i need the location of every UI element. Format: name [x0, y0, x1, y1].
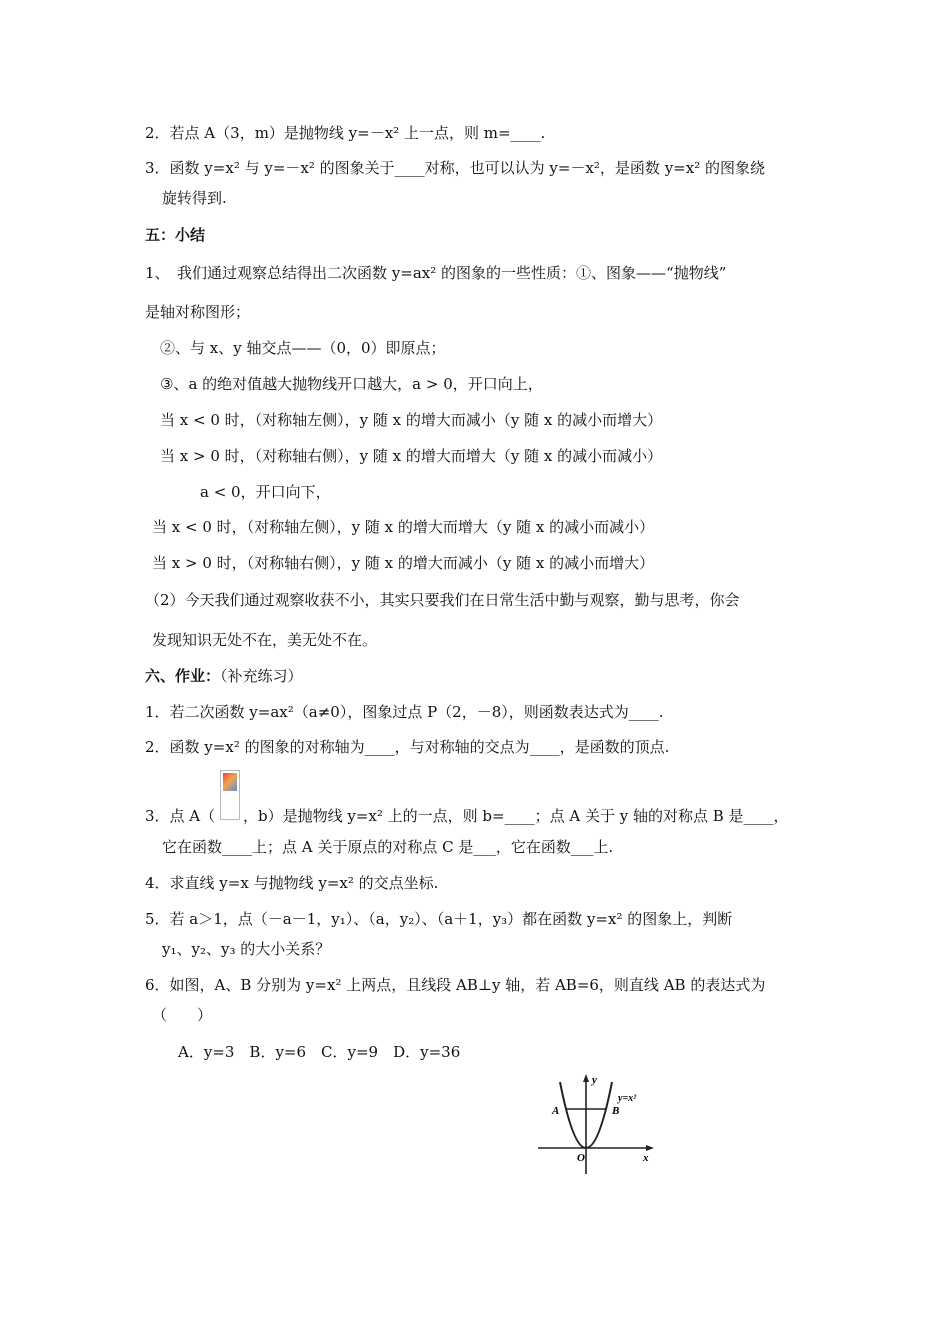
exercise-q3-line2: 旋转得到. — [162, 189, 227, 207]
exercise-q2: 2．若点 A（3，m）是抛物线 y=－x² 上一点，则 m=____. — [145, 124, 546, 142]
summary-p4: 当 x < 0 时，（对称轴左侧），y 随 x 的增大而减小（y 随 x 的减小而增大） — [160, 411, 663, 429]
x-axis-arrow-icon — [646, 1145, 654, 1151]
summary-p3: ③、a 的绝对值越大抛物线开口越大，a > 0，开口向上， — [160, 375, 543, 393]
y-axis-label: y — [592, 1074, 597, 1086]
homework-q6-line2: （ ） — [152, 1006, 213, 1024]
summary-p1-line1: 1、 我们通过观察总结得出二次函数 y=ax² 的图象的一些性质：①、图象——“抛物线” — [145, 264, 727, 282]
summary-p6: a < 0，开口向下， — [200, 483, 331, 501]
homework-q2: 2．函数 y=x² 的图象的对称轴为____，与对称轴的交点为____，是函数的顶点. — [145, 738, 670, 756]
point-a-label: A — [552, 1105, 560, 1117]
summary-p9-line1: （2）今天我们通过观察收获不小，其实只要我们在日常生活中勤与观察，勤与思考，你会 — [145, 591, 740, 609]
summary-p2: ②、与 x、y 轴交点——（0，0）即原点； — [160, 339, 446, 357]
summary-p1-line2: 是轴对称图形； — [145, 303, 251, 321]
origin-label: O — [577, 1152, 585, 1164]
homework-q6-options: A．y=3 B．y=6 C．y=9 D．y=36 — [178, 1043, 461, 1061]
summary-p8: 当 x > 0 时，（对称轴右侧），y 随 x 的增大而减小（y 随 x 的减小而增大） — [152, 554, 655, 572]
point-b-label: B — [612, 1105, 620, 1117]
summary-p9-line2: 发现知识无处不在，美无处不在。 — [152, 631, 378, 649]
homework-q3-line2: 它在函数____上；点 A 关于原点的对称点 C 是___，它在函数___上. — [162, 838, 614, 856]
homework-q6-line1: 6．如图，A、B 分别为 y=x² 上两点，且线段 AB⊥y 轴，若 AB=6，则直线 AB 的表达式为 — [145, 976, 766, 994]
x-axis-label: x — [643, 1152, 649, 1164]
homework-q3-line1-b: ，b）是抛物线 y=x² 上的一点，则 b=____；点 A 关于 y 轴的对称点 B 是____， — [243, 807, 789, 825]
image-placeholder-icon — [223, 773, 237, 791]
summary-p5: 当 x > 0 时，（对称轴右侧），y 随 x 的增大而增大（y 随 x 的减小而减小） — [160, 447, 663, 465]
summary-p7: 当 x < 0 时，（对称轴左侧），y 随 x 的增大而增大（y 随 x 的减小而减小） — [152, 518, 655, 536]
homework-q4: 4．求直线 y=x 与抛物线 y=x² 的交点坐标. — [145, 874, 439, 892]
exercise-q3-line1: 3．函数 y=x² 与 y=－x² 的图象关于____对称，也可以认为 y=－x²，是函数 y=x² 的图象绕 — [145, 159, 765, 177]
homework-heading-row — [145, 666, 303, 686]
curve-label: y=x² — [618, 1093, 637, 1104]
homework-heading-note: （补充练习） — [220, 667, 303, 685]
homework-q5-line1: 5．若 a＞1，点（－a－1，y₁）、（a，y₂）、（a＋1，y₃）都在函数 y=x² 的图象上，判断 — [145, 910, 733, 928]
summary-heading: 五：小结 — [145, 226, 206, 244]
y-axis-arrow-icon — [583, 1074, 589, 1082]
homework-q3-line1-a: 3．点 A（ — [145, 807, 216, 825]
homework-heading: 六、作业： — [145, 667, 221, 685]
homework-q5-line2: y₁、y₂、y₃ 的大小关系？ — [162, 940, 331, 958]
parabola-figure — [530, 1068, 665, 1178]
broken-image-icon — [220, 770, 240, 820]
homework-q1: 1．若二次函数 y=ax²（a≠0），图象过点 P（2，－8），则函数表达式为____. — [145, 703, 664, 721]
